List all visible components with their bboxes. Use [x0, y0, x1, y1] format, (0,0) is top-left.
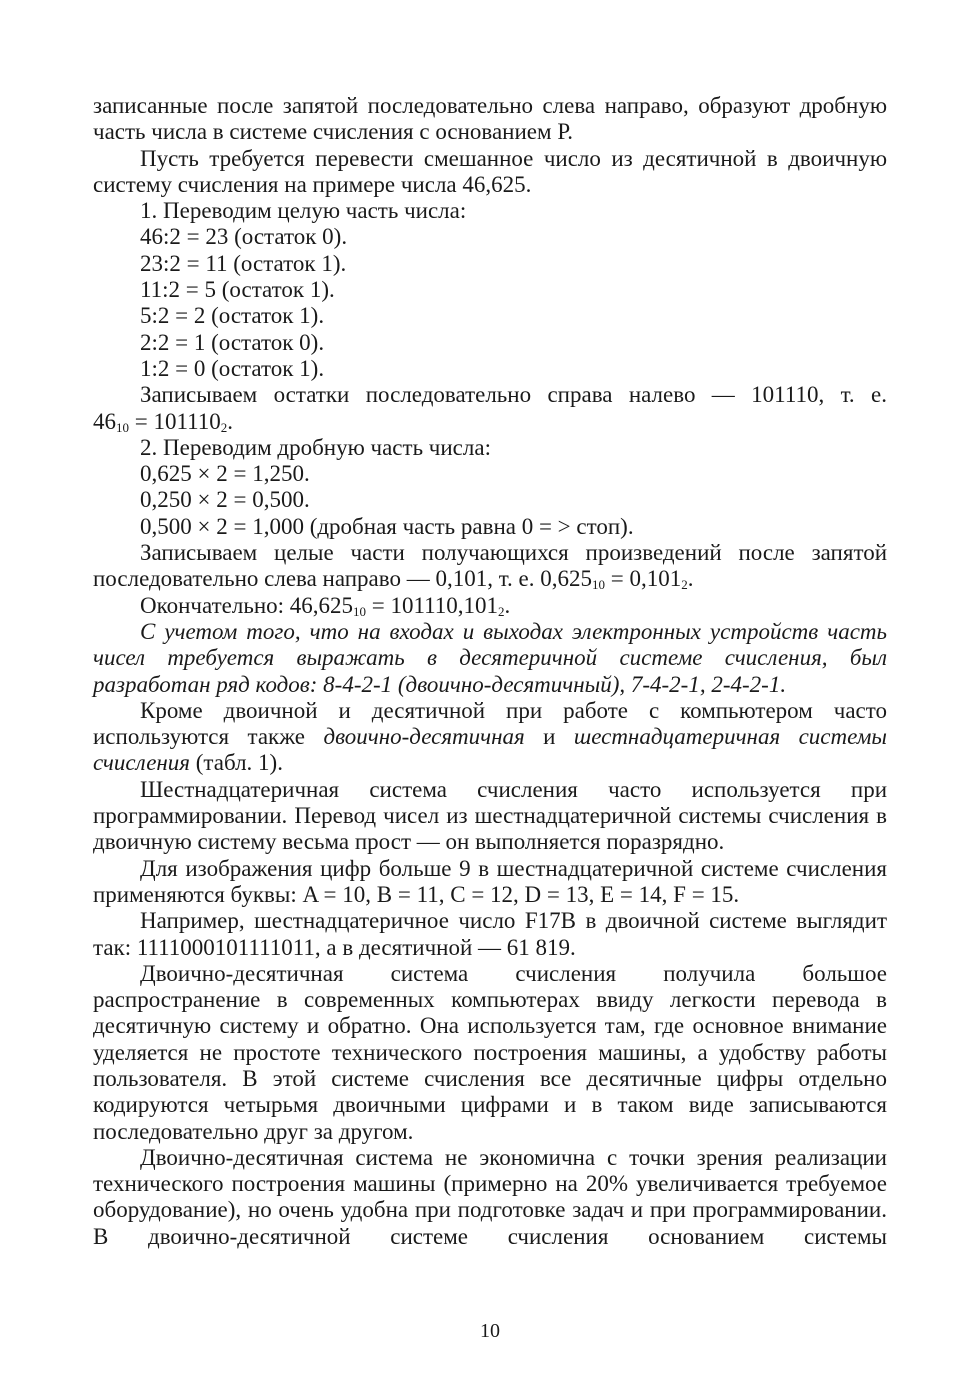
paragraph-hex-example: Например, шестнадцатеричное число F17B в двоичной системе выглядит так: 1111000101111011, а в десятичной — 61 819.	[93, 908, 887, 960]
other-systems-a: Кроме двоичной и десятичной при работе с компьютером часто используются также	[93, 697, 887, 750]
subscript-10: 10	[353, 603, 367, 619]
multiply-line-2: 0,250 × 2 = 0,500.	[140, 487, 310, 513]
final-result	[93, 593, 887, 619]
remainders-line: Записываем остатки последовательно справа налево — 101110, т. е.	[140, 382, 887, 408]
paragraph-bcd-spread: Двоично-десятичная система счисления получила большое распространение в современных компьютерах ввиду легкости перевода в десятичную систему и обратно. Она используется там, где основное внимание уделяется не простоте технического построения машины, а удобству работы пользователя. В этой системе счисления все десятичные цифры отдельно кодируются четырьмя двоичными цифрами и в таком виде записываются последовательно друг за другом.	[93, 960, 887, 1144]
division-line-3: 11:2 = 5 (остаток 1).	[140, 277, 335, 303]
final-result-end: .	[504, 592, 511, 618]
paragraph-italic-codes: С учетом того, что на входах и выходах электронных устройств часть чисел требуется выражать в десятеричной системе счисления, был разработан ряд кодов: 8-4-2-1 (двоично-десятичный), 7-4-2-1, 2-4-2-1.	[93, 618, 887, 697]
remainders-result-eq: = 101110	[129, 408, 221, 434]
paragraph-hex-letters: Для изображения цифр больше 9 в шестнадцатеричной системе счисления применяются буквы: A = 10, B = 11, C = 12, D = 13, E = 14, F = 15.	[93, 855, 887, 907]
remainders-result-46: 46	[93, 408, 116, 434]
page-number: 10	[480, 1320, 500, 1342]
other-systems-b: (табл. 1).	[190, 750, 283, 776]
subscript-2: 2	[220, 419, 228, 435]
step-2-title: 2. Переводим дробную часть числа:	[140, 434, 491, 460]
paragraph-bcd-economy: Двоично-десятичная система не экономична с точки зрения реализации технического построения машины (примерно на 20% увеличивается требуемое оборудование), но очень удобна при подготовке задач и при программировании. В двоично-десятичной системе счисления основанием системы	[93, 1144, 887, 1249]
division-line-4: 5:2 = 2 (остаток 1).	[140, 303, 325, 329]
paragraph-fraction-intro: записанные после запятой последовательно слева направо, образуют дробную часть числа в системе счисления с основанием Р.	[93, 93, 887, 145]
paragraph-other-systems	[93, 698, 887, 777]
division-line-2: 23:2 = 11 (остаток 1).	[140, 250, 347, 276]
remainders-result	[93, 409, 887, 435]
final-result-b: = 101110,101	[366, 592, 499, 618]
division-line-6: 1:2 = 0 (остаток 1).	[140, 355, 325, 381]
final-result-a: Окончательно: 46,625	[140, 592, 354, 618]
fraction-result-eq: = 0,101	[605, 566, 682, 592]
other-systems-and: и	[524, 724, 574, 750]
fraction-result-text: Записываем целые части получающихся произведений после запятой последовательно слева направо — 0,101, т. е. 0,625	[93, 540, 887, 592]
term-bcd: двоично-десятичная	[323, 724, 525, 750]
remainders-result-end: .	[227, 408, 234, 434]
subscript-2: 2	[498, 603, 505, 619]
division-line-1: 46:2 = 23 (остаток 0).	[140, 224, 348, 250]
paragraph-hex-usage: Шестнадцатеричная система счисления часто используется при программировании. Перевод чисел из шестнадцатеричной системы счисления в двоичную систему весьма прост — он выполняется поразрядно.	[93, 776, 887, 855]
step-1-title: 1. Переводим целую часть числа:	[140, 198, 467, 224]
term-hex: шестнадцатеричная системы счисления	[93, 724, 887, 776]
paragraph-task: Пусть требуется перевести смешанное число из десятичной в двоичную систему счисления на примере числа 46,625.	[93, 145, 887, 197]
multiply-line-1: 0,625 × 2 = 1,250.	[140, 461, 310, 487]
subscript-10: 10	[116, 419, 129, 435]
subscript-2: 2	[681, 577, 688, 593]
subscript-10: 10	[592, 577, 606, 593]
paragraph-fraction-result	[93, 540, 887, 593]
multiply-line-3: 0,500 × 2 = 1,000 (дробная часть равна 0 = > стоп).	[140, 513, 634, 539]
division-line-5: 2:2 = 1 (остаток 0).	[140, 329, 325, 355]
body-text	[93, 93, 887, 1250]
fraction-result-end: .	[687, 566, 694, 592]
